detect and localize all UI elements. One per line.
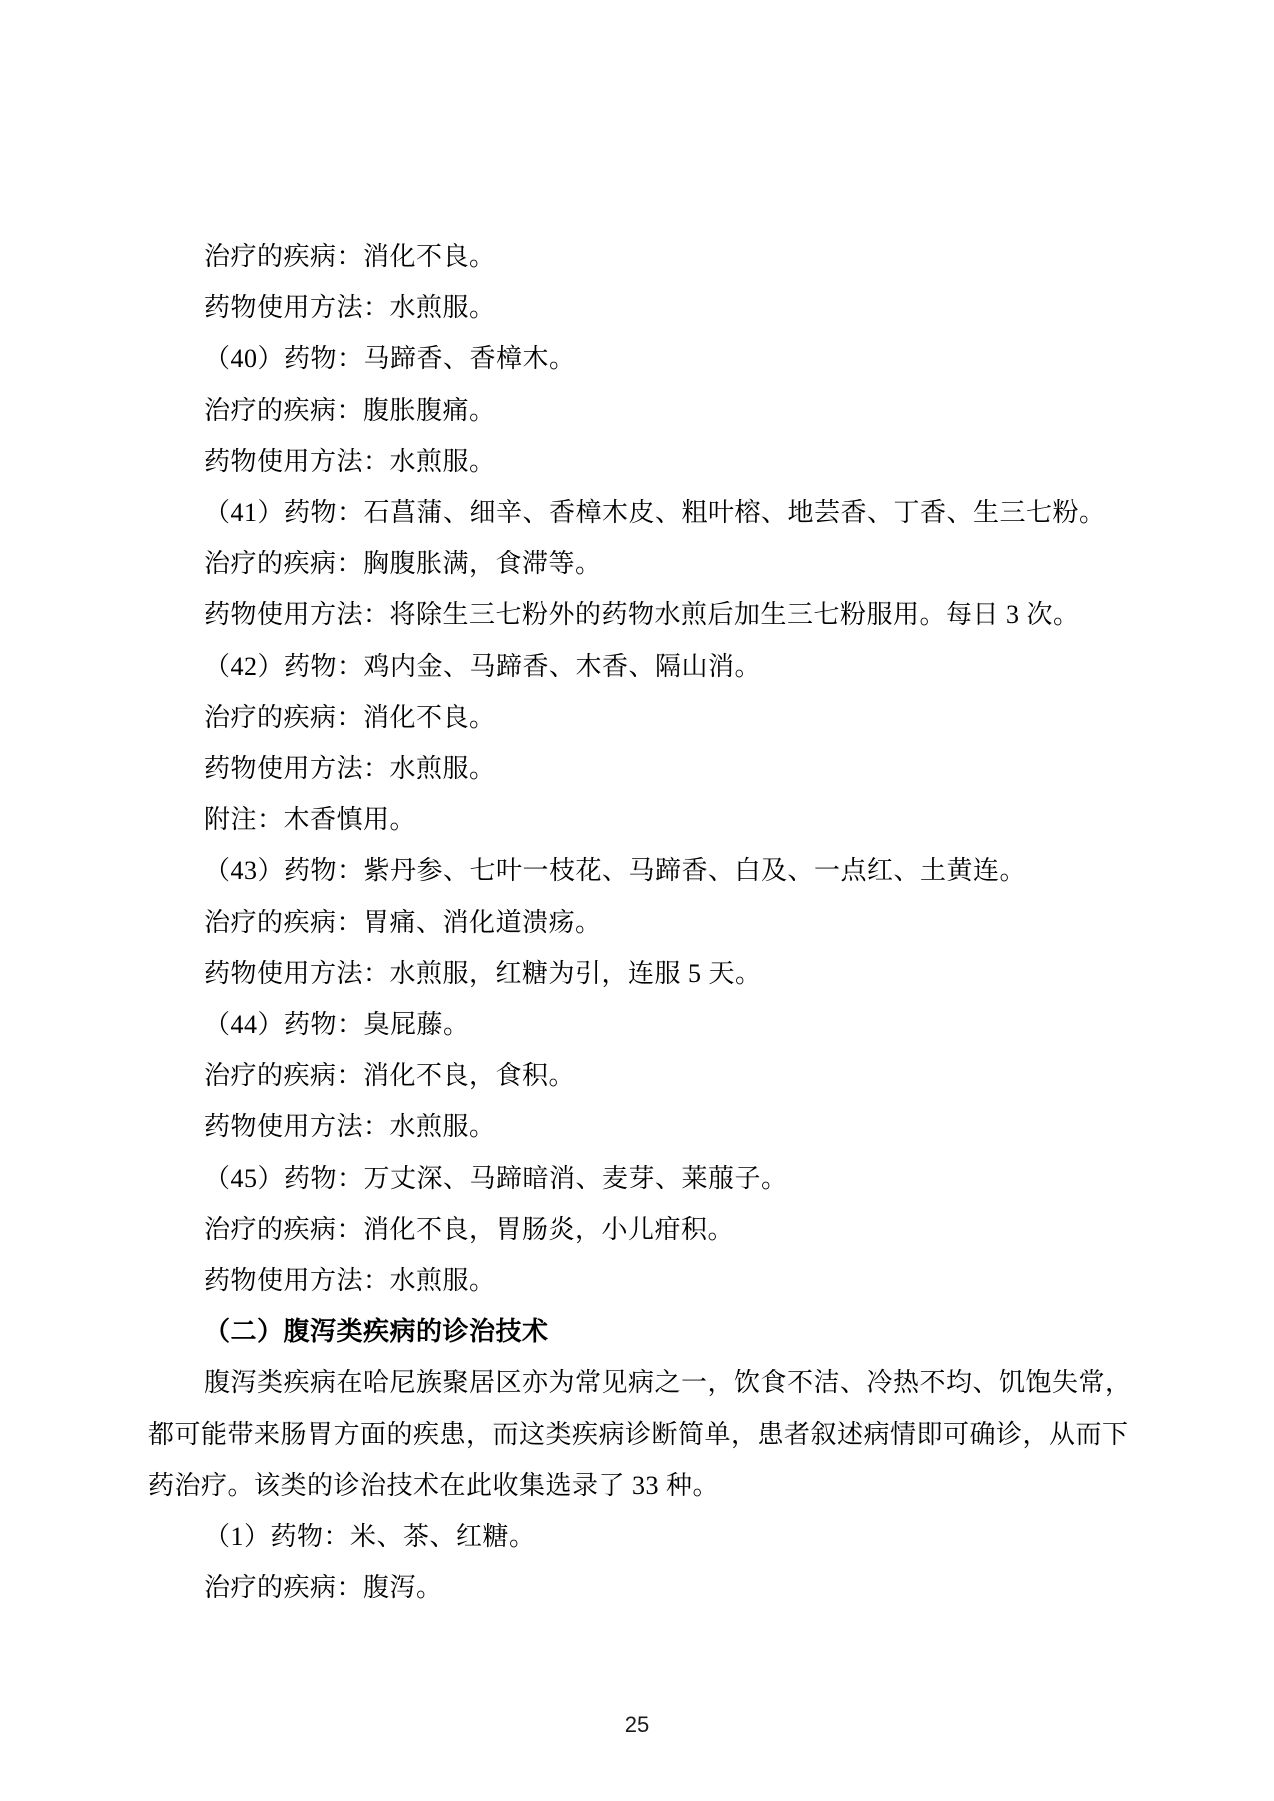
text-line: 治疗的疾病：消化不良，胃肠炎，小儿疳积。 <box>204 1214 735 1244</box>
text-line: 治疗的疾病：腹胀腹痛。 <box>204 395 496 425</box>
section-heading: （二）腹泻类疾病的诊治技术 <box>204 1317 549 1347</box>
text-line: （42）药物：鸡内金、马蹄香、木香、隔山消。 <box>204 651 762 681</box>
text-line: 治疗的疾病：胃痛、消化道溃疡。 <box>204 907 602 937</box>
text-line: （44）药物：臭屁藤。 <box>204 1010 470 1040</box>
text-line: （1）药物：米、茶、红糖。 <box>204 1522 536 1552</box>
text-line: 药物使用方法：水煎服。 <box>204 1266 496 1296</box>
text-line: 治疗的疾病：消化不良。 <box>204 702 496 732</box>
text-line: 治疗的疾病：消化不良，食积。 <box>204 1061 576 1091</box>
page-number: 25 <box>624 1712 650 1737</box>
text-line: 治疗的疾病：消化不良。 <box>204 242 496 271</box>
text-line: 治疗的疾病：腹泻。 <box>204 1573 443 1603</box>
text-line: 药物使用方法：水煎服。 <box>204 446 496 476</box>
text-line: （40）药物：马蹄香、香樟木。 <box>204 344 576 374</box>
text-line: 附注：木香慎用。 <box>204 805 417 835</box>
text-line: （45）药物：万丈深、马蹄暗消、麦芽、莱菔子。 <box>204 1163 788 1193</box>
text-line: 药治疗。该类的诊治技术在此收集选录了 33 种。 <box>148 1470 720 1500</box>
text-line: 药物使用方法：水煎服。 <box>204 293 496 323</box>
text-line: 治疗的疾病：胸腹胀满，食滞等。 <box>204 549 602 579</box>
text-line: （43）药物：紫丹参、七叶一枝花、马蹄香、白及、一点红、土黄连。 <box>204 856 1027 886</box>
text-line: （41）药物：石菖蒲、细辛、香樟木皮、粗叶榕、地芸香、丁香、生三七粉。 <box>204 498 1106 528</box>
text-line: 药物使用方法：水煎服。 <box>204 754 496 784</box>
text-line: 腹泻类疾病在哈尼族聚居区亦为常见病之一，饮食不洁、冷热不均、饥饱失常， <box>204 1368 1132 1398</box>
text-line: 药物使用方法：水煎服。 <box>204 1112 496 1142</box>
text-line: 药物使用方法：将除生三七粉外的药物水煎后加生三七粉服用。每日 3 次。 <box>204 600 1080 630</box>
text-line: 药物使用方法：水煎服，红糖为引，连服 5 天。 <box>204 958 762 988</box>
document-body <box>148 231 1158 1613</box>
text-line: 都可能带来肠胃方面的疾患，而这类疾病诊断简单，患者叙述病情即可确诊，从而下 <box>148 1419 1129 1449</box>
